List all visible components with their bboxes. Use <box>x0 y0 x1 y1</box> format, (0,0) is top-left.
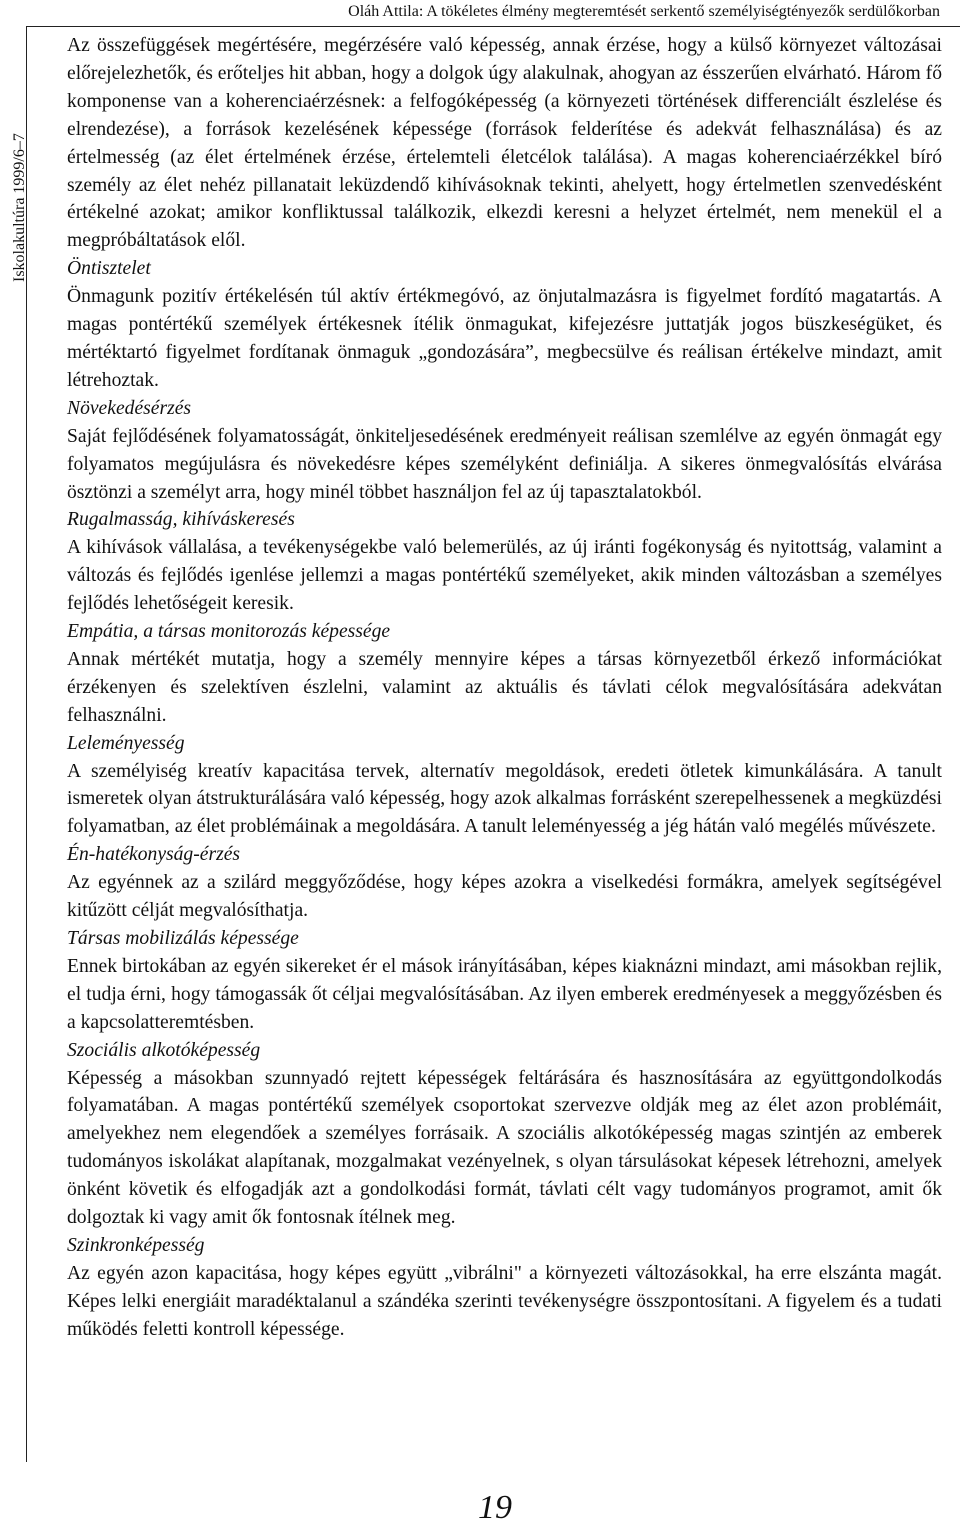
section-text-flexibility: A kihívások vállalása, a tevékenységekbe való belemerülés, az új iránti fogékonyság és nyitottság, valamint a változás és fejlődés igenlése jellemzi a magas pontértékű személyeket, akik minden változásban a személyes fejlődés lehetőségeit keresik. <box>67 537 942 615</box>
section-text-ingenuity: A személyiség kreatív kapacitása tervek, alternatív megoldások, eredeti ötletek kimunkálására. A tanult ismeretek olyan átstrukturálására való képesség, hogy azok alkalmas forrásként szerepelhessenek a megküzdési folyamatban, az élet problémáinak a megoldására. A tanult leleményesség a jég hátán való megélés művészete. <box>67 760 942 838</box>
section-heading-social-creativity: Szociális alkotóképesség <box>67 1039 261 1061</box>
section-text-empathy: Annak mértékét mutatja, hogy a személy mennyire képes a társas környezetből érkező információkat érzékenyen és szelektíven észlelni, valamint az aktuális és távlati célok megvalósítására adekvátan felhasználni. <box>67 648 942 726</box>
section-heading-synchrony: Szinkronképesség <box>67 1234 205 1256</box>
journal-label: Iskolakultúra 1999/6–7 <box>11 133 28 282</box>
section-text-growth: Saját fejlődésének folyamatosságát, önkiteljesedésének eredményeit reálisan szemlélve az egyén önmagát egy folyamatos megújulásra és növekedésre képes személyként definiálja. A sikeres önmegvalósítás elvárása ösztönzi a személyt arra, hogy minél többet használjon fel az új tapasztalatokból. <box>67 425 942 503</box>
header-rule <box>26 26 960 27</box>
section-text-self-efficacy: Az egyénnek az a szilárd meggyőződése, hogy képes azokra a viselkedési formákra, amelyek segítségével kitűzött célját megvalósíthatja. <box>67 872 942 922</box>
article-body <box>67 32 942 1344</box>
section-heading-growth: Növekedésérzés <box>67 397 192 419</box>
section-text-social-creativity: Képesség a másokban szunnyadó rejtett képességek feltárására és hasznosítására az együttgondolkodás folyamatában. A magas pontértékű személyek csoportokat szervezve oldják meg az élet azon problémáit, amelyekhez nem elegendőek a személyes forrásaik. A szociális alkotóképesség magas szintjén az emberek tudományos iskolákat alapítanak, mozgalmakat vezényelnek, s olyan társulásokat képesek létrehozni, amelyek önként követik és elfogadják azt a gondolkodási formát, távlati célt vagy tudományos programot, amit ők dolgoztak ki vagy amit ők fontosnak ítélnek meg. <box>67 1067 942 1229</box>
intro-paragraph: Az összefüggések megértésére, megérzésére való képesség, annak érzése, hogy a külső környezet változásai előrejelezhetők, és erőteljes hit abban, hogy a dolgok úgy alakulnak, ahogyan az ésszerűen elvárható. Három fő komponense van a koherenciaérzésnek: a felfogóképesség (a környezeti történések differenciált észlelése és elrendezése), a források kezelésének képessége (források felderítése és adekvát felhasználása) és az értelmesség (az élet értelmének érzése, értelemteli életcélok találása). A magas koherenciaérzékkel bíró személy az élet nehéz pillanatait leküzdendő kihívásoknak tekinti, ahelyett, hogy értelmetlen szenvedésként értékelné azokat; amikor konfliktussal találkozik, elkezdi keresni a helyzet értelmét, nem menekül el a megpróbáltatások elől. <box>67 35 942 252</box>
section-text-social-mobilization: Ennek birtokában az egyén sikereket ér el mások irányításában, képes kiaknázni mindazt, ami másokban rejlik, el tudja érni, hogy támogassák őt céljai megvalósításában. Az ilyen emberek eredményesek a meggyőzésben és a kapcsolatteremtésben. <box>67 955 942 1033</box>
section-heading-social-mobilization: Társas mobilizálás képessége <box>67 928 299 949</box>
section-heading-empathy: Empátia, a társas monitorozás képessége <box>67 621 391 643</box>
section-heading-self-efficacy: Én-hatékonyság-érzés <box>67 844 241 866</box>
section-text-synchrony: Az egyén azon kapacitása, hogy képes együtt „vibrálni" a környezeti változásokkal, ha erre elszánta magát. Képes lelki energiáit maradéktalanul a szándéka szerinti tevékenységre összpontosítani. A figyelem és a tudati működés feletti kontroll képessége. <box>67 1262 942 1340</box>
section-text-self-respect: Önmagunk pozitív értékelésén túl aktív értékmegóvó, az önjutalmazásra is figyelmet fordító magatartás. A magas pontértékű személyek értékesnek ítélik önmagukat, kifejezésre juttatják jogos büszkeségüket, és mértéktartó figyelmet fordítanak önmaguk „gondozására”, megbecsülve és reálisan értékelve mindazt, amit létrehoztak. <box>67 286 942 391</box>
section-heading-flexibility: Rugalmasság, kihíváskeresés <box>67 509 295 531</box>
page-number: 19 <box>478 1489 512 1526</box>
running-header: Oláh Attila: A tökéletes élmény megteremtését serkentő személyiségtényezők serdülőkorban <box>348 3 940 20</box>
section-heading-self-respect: Öntisztelet <box>67 258 151 280</box>
section-heading-ingenuity: Leleményesség <box>67 732 185 754</box>
